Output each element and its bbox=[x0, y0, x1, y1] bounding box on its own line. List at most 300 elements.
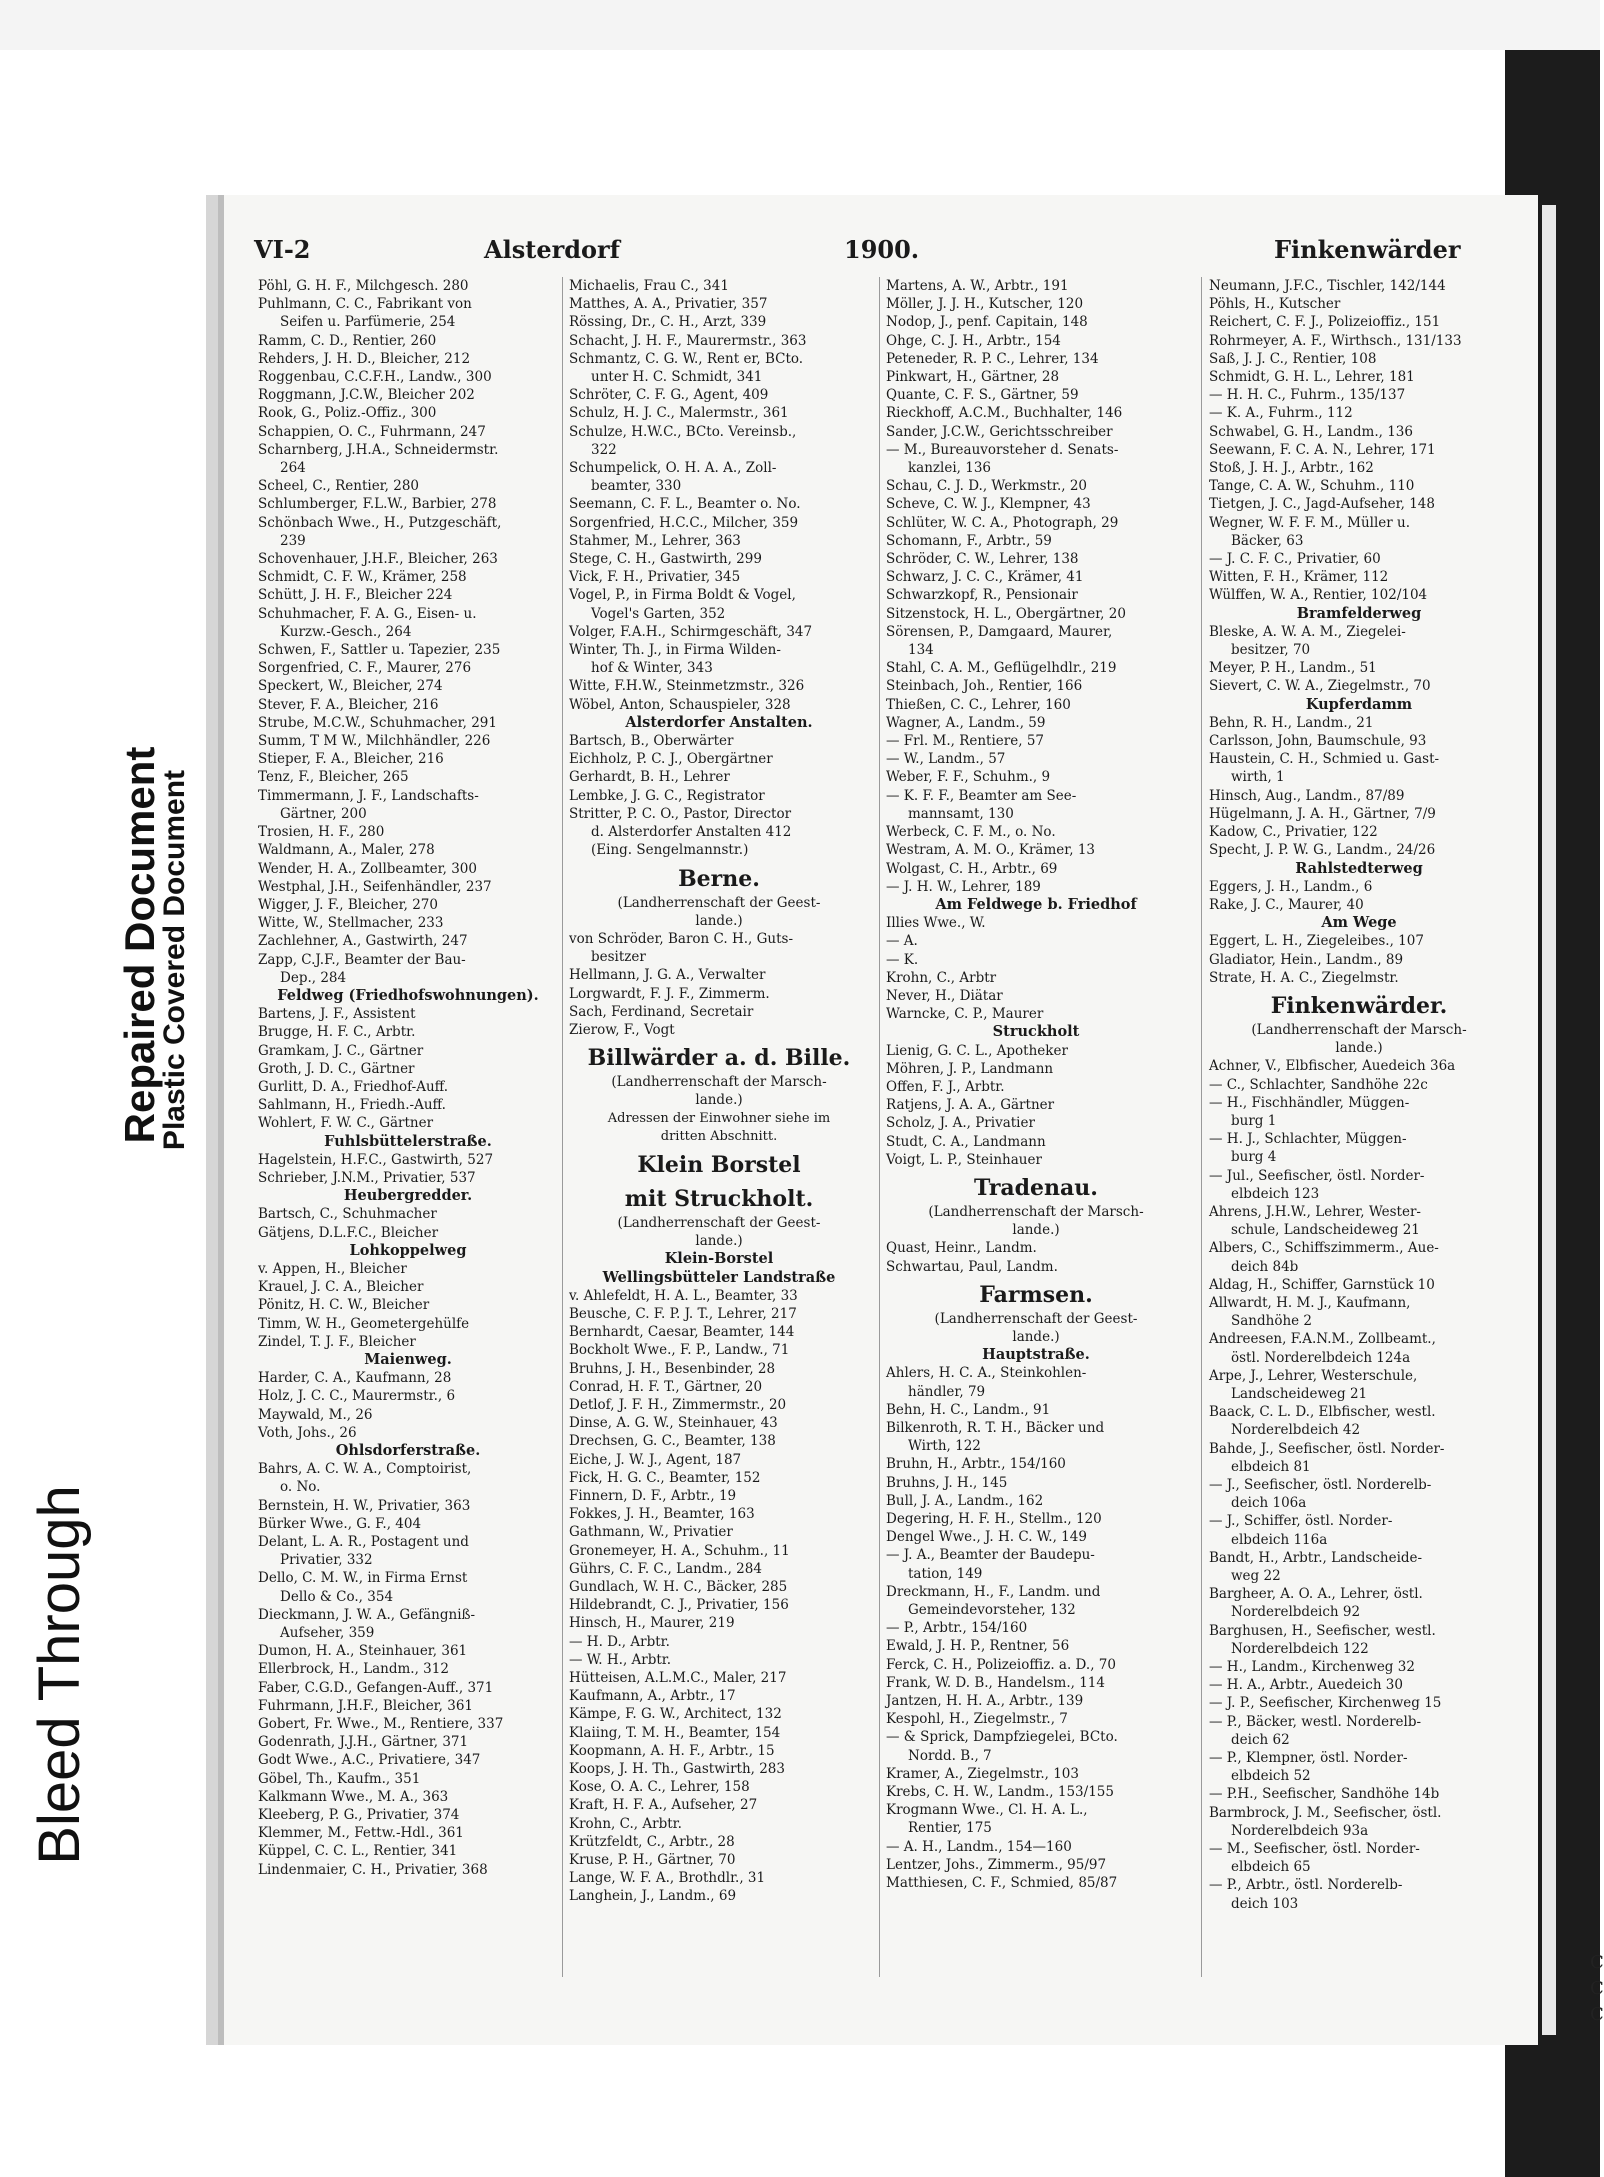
directory-entry: — W. H., Arbtr. bbox=[569, 1651, 672, 1668]
street-heading: Ohlsdorferstraße. bbox=[335, 1442, 481, 1459]
district-subtitle: lande.) bbox=[1012, 1328, 1060, 1345]
directory-entry: Allwardt, H. M. J., Kaufmann, bbox=[1209, 1294, 1411, 1311]
directory-entry: Tietgen, J. C., Jagd-Aufseher, 148 bbox=[1209, 496, 1435, 513]
directory-entry: Schmidt, C. F. W., Krämer, 258 bbox=[258, 569, 467, 586]
directory-entry: Sörensen, P., Damgaard, Maurer, bbox=[886, 623, 1113, 640]
directory-entry: Vogel, P., in Firma Boldt & Vogel, bbox=[569, 587, 796, 604]
directory-entry: v. Appen, H., Bleicher bbox=[258, 1260, 407, 1277]
directory-entry: — H., Landm., Kirchenweg 32 bbox=[1209, 1659, 1415, 1676]
directory-entry: Bartsch, B., Oberwärter bbox=[569, 733, 734, 750]
header-year: 1900. bbox=[844, 235, 920, 264]
directory-entry: Scheel, C., Rentier, 280 bbox=[258, 478, 420, 495]
directory-entry: — J., Schiffer, östl. Norder- bbox=[1209, 1513, 1393, 1530]
entry-continuation: Dello & Co., 354 bbox=[280, 1588, 394, 1605]
street-heading: Rahlstedterweg bbox=[1295, 859, 1423, 877]
entry-continuation: Landscheideweg 21 bbox=[1231, 1385, 1368, 1402]
directory-entry: Voigt, L. P., Steinhauer bbox=[886, 1151, 1042, 1168]
directory-entry: Stever, F. A., Bleicher, 216 bbox=[258, 696, 439, 713]
directory-entry: Drechsen, G. C., Beamter, 138 bbox=[569, 1433, 776, 1450]
directory-entry: Behn, H. C., Landm., 91 bbox=[886, 1401, 1051, 1418]
entry-continuation: östl. Norderelbdeich 124a bbox=[1231, 1349, 1411, 1366]
directory-entry: Rössing, Dr., C. H., Arzt, 339 bbox=[569, 314, 767, 331]
directory-entry: Krützfeldt, C., Arbtr., 28 bbox=[569, 1833, 735, 1850]
directory-entry: Schwarz, J. C. C., Krämer, 41 bbox=[886, 569, 1084, 586]
directory-entry: Illies Wwe., W. bbox=[886, 915, 986, 932]
directory-entry: Bleske, A. W. A. M., Ziegelei- bbox=[1209, 623, 1406, 640]
directory-entry: Beusche, C. F. P. J. T., Lehrer, 217 bbox=[569, 1305, 797, 1322]
directory-entry: Kleeberg, P. G., Privatier, 374 bbox=[258, 1807, 460, 1824]
street-heading: Am Wege bbox=[1321, 914, 1397, 932]
directory-entry: Seewann, F. C. A. N., Lehrer, 171 bbox=[1209, 441, 1436, 458]
entry-continuation: besitzer, 70 bbox=[1231, 642, 1311, 659]
street-heading: Hauptstraße. bbox=[982, 1346, 1090, 1364]
directory-entry: Kalkmann Wwe., M. A., 363 bbox=[258, 1788, 449, 1805]
directory-entry: — Frl. M., Rentiere, 57 bbox=[886, 733, 1044, 750]
entry-continuation: Seifen u. Parfümerie, 254 bbox=[280, 314, 456, 331]
street-heading: Maienweg. bbox=[364, 1350, 452, 1368]
directory-page bbox=[218, 195, 1538, 2045]
directory-entry: Barmbrock, J. M., Seefischer, östl. bbox=[1209, 1804, 1442, 1821]
directory-entry: Ahlers, H. C. A., Steinkohlen- bbox=[886, 1365, 1087, 1382]
directory-entry: Schacht, J. H. F., Maurermstr., 363 bbox=[569, 332, 807, 349]
directory-entry: Schmantz, C. G. W., Rent er, BCto. bbox=[569, 350, 804, 367]
directory-entry: Meyer, P. H., Landm., 51 bbox=[1209, 660, 1377, 677]
directory-entry: Thießen, C. C., Lehrer, 160 bbox=[886, 696, 1071, 713]
directory-entry: Ferck, C. H., Polizeioffiz. a. D., 70 bbox=[886, 1656, 1116, 1673]
directory-entry: — A. bbox=[886, 933, 918, 950]
directory-entry: Carlsson, John, Baumschule, 93 bbox=[1209, 733, 1427, 750]
column-rule bbox=[1201, 277, 1202, 1977]
directory-entry: Sorgenfried, H.C.C., Milcher, 359 bbox=[569, 514, 799, 531]
entry-continuation: besitzer bbox=[591, 949, 646, 966]
directory-entry: Hinsch, Aug., Landm., 87/89 bbox=[1209, 787, 1405, 804]
entry-continuation: Kurzw.-Gesch., 264 bbox=[280, 623, 412, 640]
directory-entry: Lentzer, Johs., Zimmerm., 95/97 bbox=[886, 1856, 1107, 1873]
directory-entry: Zapp, C.J.F., Beamter der Bau- bbox=[258, 951, 466, 968]
directory-entry: Hinsch, H., Maurer, 219 bbox=[569, 1615, 735, 1632]
directory-entry: Wagner, A., Landm., 59 bbox=[886, 714, 1046, 731]
district-subtitle: lande.) bbox=[695, 912, 743, 929]
directory-entry: — P., Arbtr., 154/160 bbox=[886, 1620, 1028, 1637]
directory-entry: Dreckmann, H., F., Landm. und bbox=[886, 1583, 1101, 1600]
directory-entry: Scholz, J. A., Privatier bbox=[886, 1115, 1035, 1132]
district-subtitle: lande.) bbox=[695, 1092, 743, 1109]
directory-entry: — K. bbox=[886, 951, 919, 968]
directory-entry: Dengel Wwe., J. H. C. W., 149 bbox=[886, 1529, 1087, 1546]
directory-entry: Lindenmaier, C. H., Privatier, 368 bbox=[258, 1861, 488, 1878]
entry-continuation: deich 62 bbox=[1231, 1731, 1290, 1748]
entry-continuation: Privatier, 332 bbox=[280, 1552, 373, 1569]
entry-continuation: deich 106a bbox=[1231, 1495, 1307, 1512]
entry-continuation: Norderelbdeich 92 bbox=[1231, 1604, 1361, 1621]
directory-entry: Studt, C. A., Landmann bbox=[886, 1133, 1046, 1150]
directory-entry: Lienig, G. C. L., Apotheker bbox=[886, 1042, 1068, 1059]
directory-entry: Schumpelick, O. H. A. A., Zoll- bbox=[569, 460, 777, 477]
entry-continuation: Gemeindevorsteher, 132 bbox=[908, 1602, 1076, 1619]
directory-entry: Quast, Heinr., Landm. bbox=[886, 1240, 1037, 1257]
directory-entry: — H. D., Arbtr. bbox=[569, 1633, 670, 1650]
directory-entry: — & Sprick, Dampfziegelei, BCto. bbox=[886, 1729, 1118, 1746]
directory-entry: Nodop, J., penf. Capitain, 148 bbox=[886, 314, 1088, 331]
directory-entry: Rake, J. C., Maurer, 40 bbox=[1209, 896, 1364, 913]
directory-entry: Voth, Johs., 26 bbox=[258, 1424, 357, 1441]
entry-continuation: burg 1 bbox=[1231, 1112, 1277, 1129]
directory-entry: Pöhl, G. H. F., Milchgesch. 280 bbox=[258, 278, 469, 294]
directory-entry: Bahde, J., Seefischer, östl. Norder- bbox=[1209, 1440, 1445, 1457]
directory-column-4 bbox=[1209, 277, 1509, 1913]
entry-continuation: Bäcker, 63 bbox=[1231, 532, 1304, 549]
directory-entry: Achner, V., Elbfischer, Auedeich 36a bbox=[1209, 1058, 1456, 1075]
directory-entry: Groth, J. D. C., Gärtner bbox=[258, 1060, 415, 1077]
directory-entry: Gladiator, Hein., Landm., 89 bbox=[1209, 951, 1404, 968]
directory-entry: Pinkwart, H., Gärtner, 28 bbox=[886, 369, 1060, 386]
directory-entry: — K. F. F., Beamter am See- bbox=[886, 787, 1077, 804]
directory-entry: Bürker Wwe., G. F., 404 bbox=[258, 1515, 422, 1532]
next-page-edge bbox=[1542, 205, 1556, 2035]
directory-entry: Degering, H. F. H., Stellm., 120 bbox=[886, 1511, 1102, 1527]
directory-column-1 bbox=[258, 277, 558, 1879]
directory-entry: — M., Seefischer, östl. Norder- bbox=[1209, 1841, 1420, 1858]
directory-entry: — J., Seefischer, östl. Norderelb- bbox=[1209, 1477, 1432, 1493]
directory-entry: — Jul., Seefischer, östl. Norder- bbox=[1209, 1167, 1425, 1184]
district-subtitle: (Landherrenschaft der Geest- bbox=[617, 1214, 821, 1231]
directory-entry: Stritter, P. C. O., Pastor, Director bbox=[569, 805, 792, 822]
directory-entry: Zachlehner, A., Gastwirth, 247 bbox=[258, 933, 468, 950]
directory-entry: — K. A., Fuhrm., 112 bbox=[1209, 405, 1353, 422]
directory-entry: Andreesen, F.A.N.M., Zollbeamt., bbox=[1209, 1331, 1436, 1348]
directory-entry: Dumon, H. A., Steinhauer, 361 bbox=[258, 1643, 468, 1660]
directory-entry: Stahl, C. A. M., Geflügelhdlr., 219 bbox=[886, 660, 1117, 677]
directory-entry: Dello, C. M. W., in Firma Ernst bbox=[258, 1570, 468, 1587]
directory-entry: Schröter, C. F. G., Agent, 409 bbox=[569, 387, 769, 404]
directory-entry: Michaelis, Frau C., 341 bbox=[569, 278, 729, 294]
district-subtitle: (Landherrenschaft der Marsch- bbox=[1251, 1021, 1467, 1038]
directory-entry: Harder, C. A., Kaufmann, 28 bbox=[258, 1370, 452, 1387]
directory-entry: Schuhmacher, F. A. G., Eisen- u. bbox=[258, 605, 477, 622]
column-rule bbox=[562, 277, 563, 1977]
directory-entry: Peteneder, R. P. C., Lehrer, 134 bbox=[886, 350, 1099, 367]
directory-entry: Timm, W. H., Geometergehülfe bbox=[258, 1315, 470, 1332]
entry-continuation: tation, 149 bbox=[908, 1565, 983, 1582]
directory-entry: Ewald, J. H. P., Rentner, 56 bbox=[886, 1638, 1070, 1655]
street-heading: Heubergredder. bbox=[343, 1187, 473, 1205]
directory-entry: Lorgwardt, F. J. F., Zimmerm. bbox=[569, 985, 770, 1002]
directory-entry: Bruhn, H., Arbtr., 154/160 bbox=[886, 1456, 1066, 1473]
street-heading: Wellingsbütteler Landstraße bbox=[602, 1268, 836, 1286]
directory-entry: — A. H., Landm., 154—160 bbox=[886, 1838, 1072, 1855]
district-subtitle: (Landherrenschaft der Marsch- bbox=[928, 1203, 1144, 1220]
directory-entry: — J. A., Beamter der Baudepu- bbox=[886, 1547, 1095, 1564]
directory-entry: Speckert, W., Bleicher, 274 bbox=[258, 678, 443, 695]
directory-entry: Aldag, H., Schiffer, Garnstück 10 bbox=[1209, 1276, 1435, 1293]
directory-entry: Kraft, H. F. A., Aufseher, 27 bbox=[569, 1797, 758, 1814]
directory-entry: Bilkenroth, R. T. H., Bäcker und bbox=[886, 1419, 1105, 1436]
directory-entry: Schröder, C. W., Lehrer, 138 bbox=[886, 551, 1079, 568]
entry-continuation: Dep., 284 bbox=[280, 969, 347, 986]
district-note: dritten Abschnitt. bbox=[660, 1128, 778, 1144]
directory-entry: Weber, F. F., Schuhm., 9 bbox=[886, 769, 1051, 786]
directory-entry: Volger, F.A.H., Schirmgeschäft, 347 bbox=[569, 623, 813, 640]
directory-entry: Puhlmann, C. C., Fabrikant von bbox=[258, 296, 472, 313]
entry-continuation: Sandhöhe 2 bbox=[1231, 1313, 1313, 1330]
directory-entry: Brugge, H. F. C., Arbtr. bbox=[258, 1024, 416, 1041]
entry-continuation: beamter, 330 bbox=[591, 478, 682, 495]
entry-continuation: Norderelbdeich 42 bbox=[1231, 1422, 1361, 1439]
entry-continuation: unter H. C. Schmidt, 341 bbox=[591, 369, 763, 386]
directory-entry: Detlof, J. F. H., Zimmermstr., 20 bbox=[569, 1396, 787, 1413]
directory-entry: Schlumberger, F.L.W., Barbier, 278 bbox=[258, 496, 497, 513]
directory-entry: Specht, J. P. W. G., Landm., 24/26 bbox=[1209, 842, 1436, 859]
directory-entry: — H. A., Arbtr., Auedeich 30 bbox=[1209, 1677, 1403, 1694]
entry-continuation: Norderelbdeich 122 bbox=[1231, 1640, 1369, 1657]
entry-continuation: händler, 79 bbox=[908, 1383, 986, 1400]
district-subtitle: (Landherrenschaft der Geest- bbox=[934, 1310, 1138, 1327]
directory-entry: Lange, W. F. A., Brothdlr., 31 bbox=[569, 1870, 766, 1887]
directory-entry: Krauel, J. C. A., Bleicher bbox=[258, 1279, 424, 1296]
entry-continuation: weg 22 bbox=[1231, 1568, 1281, 1585]
entry-continuation: 264 bbox=[280, 460, 306, 477]
header-right-title: Finkenwärder bbox=[1274, 235, 1461, 264]
directory-entry: — J. P., Seefischer, Kirchenweg 15 bbox=[1209, 1695, 1442, 1712]
directory-entry: Martens, A. W., Arbtr., 191 bbox=[886, 278, 1069, 294]
directory-entry: Eggers, J. H., Landm., 6 bbox=[1209, 878, 1373, 895]
directory-entry: Summ, T M W., Milchhändler, 226 bbox=[258, 733, 491, 750]
directory-entry: Winter, Th. J., in Firma Wilden- bbox=[569, 642, 781, 659]
directory-entry: Fick, H. G. C., Beamter, 152 bbox=[569, 1469, 761, 1486]
directory-entry: Schlüter, W. C. A., Photograph, 29 bbox=[886, 514, 1119, 531]
directory-entry: Schütt, J. H. F., Bleicher 224 bbox=[258, 587, 453, 604]
entry-continuation: elbdeich 116a bbox=[1231, 1531, 1328, 1548]
directory-entry: Wender, H. A., Zollbeamter, 300 bbox=[258, 860, 477, 877]
entry-continuation: schule, Landscheideweg 21 bbox=[1231, 1222, 1420, 1239]
directory-entry: Strube, M.C.W., Schuhmacher, 291 bbox=[258, 714, 497, 731]
directory-entry: Dieckmann, J. W. A., Gefängniß- bbox=[258, 1606, 476, 1623]
directory-entry: Gurlitt, D. A., Friedhof-Auff. bbox=[258, 1078, 449, 1095]
directory-entry: Gramkam, J. C., Gärtner bbox=[258, 1042, 424, 1059]
district-note: Adressen der Einwohner siehe im bbox=[607, 1110, 831, 1126]
directory-entry: Conrad, H. F. T., Gärtner, 20 bbox=[569, 1378, 763, 1395]
directory-entry: Wegner, W. F. F. M., Müller u. bbox=[1209, 514, 1411, 531]
directory-entry: Haustein, C. H., Schmied u. Gast- bbox=[1209, 751, 1440, 768]
street-heading: Kupferdamm bbox=[1305, 695, 1413, 713]
entry-continuation: Vogel's Garten, 352 bbox=[591, 605, 726, 622]
directory-entry: Klemmer, M., Fettw.-Hdl., 361 bbox=[258, 1825, 464, 1842]
directory-entry: Godenrath, J.J.H., Gärtner, 371 bbox=[258, 1734, 469, 1751]
directory-entry: Gathmann, W., Privatier bbox=[569, 1524, 733, 1541]
directory-entry: Bruhns, J. H., Besenbinder, 28 bbox=[569, 1360, 776, 1377]
directory-entry: — H. J., Schlachter, Müggen- bbox=[1209, 1131, 1407, 1148]
entry-continuation: elbdeich 52 bbox=[1231, 1768, 1311, 1785]
entry-continuation: hof & Winter, 343 bbox=[591, 660, 713, 677]
entry-continuation: deich 84b bbox=[1231, 1258, 1299, 1275]
directory-entry: Never, H., Diätar bbox=[886, 987, 1003, 1004]
directory-entry: Rohrmeyer, A. F., Wirthsch., 131/133 bbox=[1209, 332, 1462, 349]
directory-entry: Bernhardt, Caesar, Beamter, 144 bbox=[569, 1324, 795, 1341]
directory-entry: Bandt, H., Arbtr., Landscheide- bbox=[1209, 1549, 1423, 1566]
directory-entry: Delant, L. A. R., Postagent und bbox=[258, 1534, 469, 1551]
directory-entry: Westphal, J.H., Seifenhändler, 237 bbox=[258, 878, 492, 895]
district-heading: Billwärder a. d. Bille. bbox=[587, 1045, 851, 1072]
directory-entry: Bruhns, J. H., 145 bbox=[886, 1474, 1008, 1491]
district-subtitle: lande.) bbox=[1335, 1040, 1383, 1057]
directory-entry: Schwabel, G. H., Landm., 136 bbox=[1209, 423, 1413, 440]
entry-continuation: 322 bbox=[591, 441, 617, 458]
directory-entry: Gerhardt, B. H., Lehrer bbox=[569, 769, 730, 786]
directory-entry: Schwarzkopf, R., Pensionair bbox=[886, 587, 1078, 604]
district-subtitle: lande.) bbox=[695, 1233, 743, 1250]
directory-entry: Westram, A. M. O., Krämer, 13 bbox=[886, 842, 1095, 859]
directory-entry: Vick, F. H., Privatier, 345 bbox=[569, 569, 741, 586]
directory-entry: Baack, C. L. D., Elbfischer, westl. bbox=[1209, 1404, 1436, 1421]
facing-page-fragments bbox=[1590, 1950, 1604, 2028]
directory-entry: — P., Arbtr., östl. Norderelb- bbox=[1209, 1877, 1403, 1894]
directory-entry: Godt Wwe., A.C., Privatiere, 347 bbox=[258, 1752, 481, 1769]
directory-entry: Zierow, F., Vogt bbox=[569, 1021, 675, 1038]
directory-column-3 bbox=[886, 277, 1186, 1892]
directory-entry: Schrieber, J.N.M., Privatier, 537 bbox=[258, 1169, 476, 1186]
directory-entry: — J. C. F. C., Privatier, 60 bbox=[1209, 551, 1381, 568]
entry-continuation: d. Alsterdorfer Anstalten 412 bbox=[591, 824, 792, 841]
directory-entry: Scheve, C. W. J., Klempner, 43 bbox=[886, 496, 1091, 513]
street-heading: Feldweg (Friedhofswohnungen). bbox=[277, 986, 539, 1004]
street-heading: Bramfelderweg bbox=[1296, 604, 1422, 622]
directory-entry: Gobert, Fr. Wwe., M., Rentiere, 337 bbox=[258, 1716, 504, 1733]
directory-entry: Koops, J. H. Th., Gastwirth, 283 bbox=[569, 1761, 785, 1778]
facing-page-fragment: C bbox=[1590, 1978, 1604, 1999]
directory-entry: Holz, J. C. C., Maurermstr., 6 bbox=[258, 1388, 456, 1405]
bleed-through-label: Bleed Through bbox=[27, 1485, 92, 1865]
street-heading: Fuhlsbüttelerstraße. bbox=[324, 1132, 492, 1150]
directory-entry: Tenz, F., Bleicher, 265 bbox=[258, 769, 409, 786]
directory-entry: Ramm, C. D., Rentier, 260 bbox=[258, 332, 437, 349]
header-left-title: Alsterdorf bbox=[484, 235, 621, 264]
district-heading: Farmsen. bbox=[979, 1281, 1093, 1308]
directory-entry: Steinbach, Joh., Rentier, 166 bbox=[886, 678, 1083, 695]
directory-entry: Witte, W., Stellmacher, 233 bbox=[258, 915, 444, 932]
directory-entry: Schönbach Wwe., H., Putzgeschäft, bbox=[258, 514, 502, 531]
directory-entry: Strate, H. A. C., Ziegelmstr. bbox=[1209, 969, 1399, 986]
directory-entry: Kaufmann, A., Arbtr., 17 bbox=[569, 1688, 736, 1705]
directory-entry: Trosien, H. F., 280 bbox=[258, 824, 385, 841]
directory-entry: Matthes, A. A., Privatier, 357 bbox=[569, 296, 768, 313]
directory-entry: Schovenhauer, J.H.F., Bleicher, 263 bbox=[258, 551, 498, 568]
street-heading: Lohkoppelweg bbox=[349, 1241, 467, 1259]
directory-entry: Scharnberg, J.H.A., Schneidermstr. bbox=[258, 441, 499, 458]
directory-entry: Eggert, L. H., Ziegeleibes., 107 bbox=[1209, 933, 1424, 950]
directory-entry: Wohlert, F. W. C., Gärtner bbox=[258, 1115, 434, 1132]
directory-entry: Sach, Ferdinand, Secretair bbox=[569, 1003, 754, 1020]
entry-continuation: mannsamt, 130 bbox=[908, 805, 1014, 822]
directory-entry: v. Ahlefeldt, H. A. L., Beamter, 33 bbox=[569, 1287, 798, 1304]
directory-entry: Schmidt, G. H. L., Lehrer, 181 bbox=[1209, 369, 1415, 386]
directory-entry: Stieper, F. A., Bleicher, 216 bbox=[258, 751, 444, 768]
entry-continuation: elbdeich 65 bbox=[1231, 1859, 1311, 1876]
directory-entry: Stahmer, M., Lehrer, 363 bbox=[569, 532, 741, 549]
entry-continuation: (Eing. Sengelmannstr.) bbox=[591, 842, 749, 859]
directory-entry: Behn, R. H., Landm., 21 bbox=[1209, 714, 1374, 731]
district-heading: Klein Borstel bbox=[637, 1151, 801, 1178]
directory-entry: Wülffen, W. A., Rentier, 102/104 bbox=[1209, 587, 1428, 604]
directory-entry: Schwen, F., Sattler u. Tapezier, 235 bbox=[258, 642, 501, 659]
directory-entry: Stege, C. H., Gastwirth, 299 bbox=[569, 551, 762, 568]
directory-entry: Finnern, D. F., Arbtr., 19 bbox=[569, 1487, 737, 1504]
directory-entry: Sander, J.C.W., Gerichtsschreiber bbox=[886, 423, 1113, 440]
directory-entry: Ahrens, J.H.W., Lehrer, Wester- bbox=[1209, 1203, 1421, 1220]
entry-continuation: deich 103 bbox=[1231, 1895, 1299, 1912]
directory-entry: Tange, C. A. W., Schuhm., 110 bbox=[1209, 478, 1415, 495]
directory-entry: Hügelmann, J. A. H., Gärtner, 7/9 bbox=[1209, 805, 1436, 822]
directory-column-2 bbox=[569, 277, 869, 1906]
directory-entry: Witte, F.H.W., Steinmetzmstr., 326 bbox=[569, 678, 805, 695]
directory-entry: Gundlach, W. H. C., Bäcker, 285 bbox=[569, 1579, 788, 1595]
directory-entry: Hütteisen, A.L.M.C., Maler, 217 bbox=[569, 1670, 787, 1687]
directory-entry: Kruse, P. H., Gärtner, 70 bbox=[569, 1852, 736, 1869]
district-subtitle: (Landherrenschaft der Geest- bbox=[617, 894, 821, 911]
directory-entry: Matthiesen, C. F., Schmied, 85/87 bbox=[886, 1875, 1118, 1892]
directory-entry: Schulze, H.W.C., BCto. Vereinsb., bbox=[569, 423, 797, 440]
directory-entry: Fokkes, J. H., Beamter, 163 bbox=[569, 1506, 755, 1523]
district-heading: mit Struckholt. bbox=[624, 1185, 814, 1212]
street-heading: Struckholt bbox=[992, 1023, 1080, 1041]
directory-entry: Dinse, A. G. W., Steinhauer, 43 bbox=[569, 1415, 778, 1432]
directory-entry: Offen, F. J., Arbtr. bbox=[886, 1078, 1005, 1095]
directory-entry: Krohn, C., Arbtr bbox=[886, 969, 997, 986]
directory-entry: — P., Klempner, östl. Norder- bbox=[1209, 1750, 1408, 1767]
directory-entry: Werbeck, C. F. M., o. No. bbox=[886, 824, 1056, 841]
directory-entry: Bargheer, A. O. A., Lehrer, östl. bbox=[1209, 1586, 1423, 1603]
directory-entry: — C., Schlachter, Sandhöhe 22c bbox=[1209, 1076, 1428, 1093]
directory-entry: — M., Bureauvorsteher d. Senats- bbox=[886, 441, 1119, 458]
entry-continuation: o. No. bbox=[280, 1479, 321, 1496]
directory-entry: Schau, C. J. D., Werkmstr., 20 bbox=[886, 478, 1087, 495]
entry-continuation: 239 bbox=[280, 532, 306, 549]
directory-entry: Pöhls, H., Kutscher bbox=[1209, 296, 1341, 313]
directory-entry: Frank, W. D. B., Handelsm., 114 bbox=[886, 1674, 1105, 1691]
directory-entry: Gronemeyer, H. A., Schuhm., 11 bbox=[569, 1542, 790, 1559]
street-heading: Alsterdorfer Anstalten. bbox=[625, 713, 813, 731]
directory-entry: Küppel, C. C. L., Rentier, 341 bbox=[258, 1843, 458, 1860]
entry-continuation: Aufseher, 359 bbox=[280, 1625, 375, 1642]
directory-entry: Bernstein, H. W., Privatier, 363 bbox=[258, 1497, 471, 1514]
facing-page-fragment: C bbox=[1590, 2004, 1604, 2025]
directory-entry: Bockholt Wwe., F. P., Landw., 71 bbox=[569, 1342, 790, 1359]
directory-entry: Gührs, C. F. C., Landm., 284 bbox=[569, 1560, 762, 1577]
directory-entry: Fuhrmann, J.H.F., Bleicher, 361 bbox=[258, 1697, 473, 1714]
street-heading: Klein-Borstel bbox=[664, 1250, 774, 1268]
directory-entry: Arpe, J., Lehrer, Westerschule, bbox=[1209, 1367, 1418, 1384]
street-heading: Am Feldwege b. Friedhof bbox=[935, 895, 1137, 913]
entry-continuation: kanzlei, 136 bbox=[908, 460, 992, 477]
entry-continuation: 134 bbox=[908, 642, 934, 659]
entry-continuation: Wirth, 122 bbox=[908, 1438, 981, 1455]
scan-top-margin bbox=[0, 0, 1600, 50]
directory-entry: Timmermann, J. F., Landschafts- bbox=[258, 787, 479, 804]
directory-entry: Pönitz, H. C. W., Bleicher bbox=[258, 1297, 430, 1314]
directory-entry: Bartsch, C., Schuhmacher bbox=[258, 1206, 437, 1223]
directory-entry: Rieckhoff, A.C.M., Buchhalter, 146 bbox=[886, 405, 1123, 422]
directory-entry: Sahlmann, H., Friedh.-Auff. bbox=[258, 1097, 446, 1114]
directory-entry: — J. H. W., Lehrer, 189 bbox=[886, 878, 1041, 895]
directory-entry: Saß, J. J. C., Rentier, 108 bbox=[1209, 350, 1377, 367]
directory-entry: Warncke, C. P., Maurer bbox=[886, 1006, 1044, 1023]
district-heading: Tradenau. bbox=[974, 1174, 1098, 1201]
directory-entry: Schappien, O. C., Fuhrmann, 247 bbox=[258, 423, 486, 440]
entry-continuation: elbdeich 123 bbox=[1231, 1185, 1320, 1202]
directory-entry: — P.H., Seefischer, Sandhöhe 14b bbox=[1209, 1786, 1440, 1803]
directory-entry: Jantzen, H. H. A., Arbtr., 139 bbox=[886, 1693, 1084, 1710]
directory-entry: Hellmann, J. G. A., Verwalter bbox=[569, 967, 766, 984]
directory-entry: Rook, G., Poliz.-Offiz., 300 bbox=[258, 405, 437, 422]
